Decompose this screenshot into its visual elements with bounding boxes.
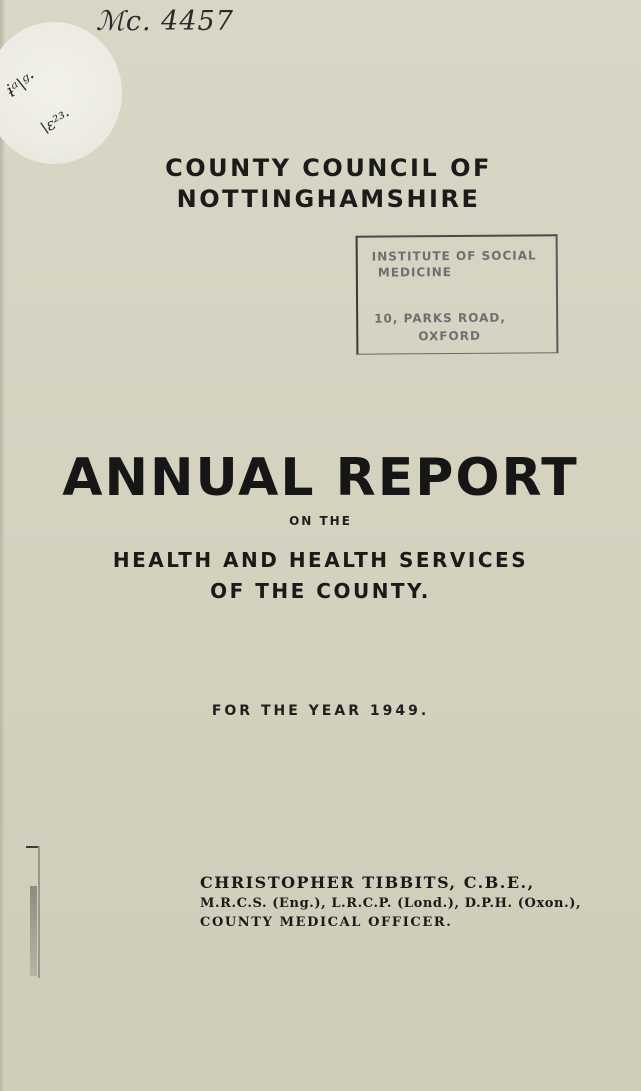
page-binding-edge — [0, 0, 5, 1091]
stamp-line-2: MEDICINE — [377, 265, 452, 280]
report-year: FOR THE YEAR 1949. — [211, 703, 430, 719]
handwritten-shelf-mark-1: ɨᵃ\ᵍ· — [2, 67, 41, 102]
institute-stamp — [356, 234, 559, 354]
council-heading-line2: NOTTINGHAMSHIRE — [176, 185, 481, 213]
title-connector: ON THE — [289, 514, 352, 528]
handwritten-accession-number: ℳc. 4457 — [96, 6, 234, 37]
report-subtitle-line1: HEALTH AND HEALTH SERVICES — [112, 548, 529, 572]
handwritten-shelf-mark-2: \ε²³· — [37, 105, 75, 138]
page-edge-mark — [26, 846, 40, 978]
stamp-line-1: INSTITUTE OF SOCIAL — [371, 248, 537, 264]
officer-name: CHRISTOPHER TIBBITS, C.B.E., — [200, 873, 535, 892]
officer-qualifications: M.R.C.S. (Eng.), L.R.C.P. (Lond.), D.P.H. (Oxon.), — [200, 896, 582, 911]
stamp-line-4: OXFORD — [418, 328, 481, 344]
report-subtitle-line2: OF THE COUNTY. — [210, 579, 431, 603]
council-heading-line1: COUNTY COUNCIL OF — [165, 154, 492, 182]
officer-title: COUNTY MEDICAL OFFICER. — [200, 915, 453, 930]
stamp-line-3: 10, PARKS ROAD, — [374, 310, 506, 326]
report-title: ANNUAL REPORT — [62, 448, 579, 508]
